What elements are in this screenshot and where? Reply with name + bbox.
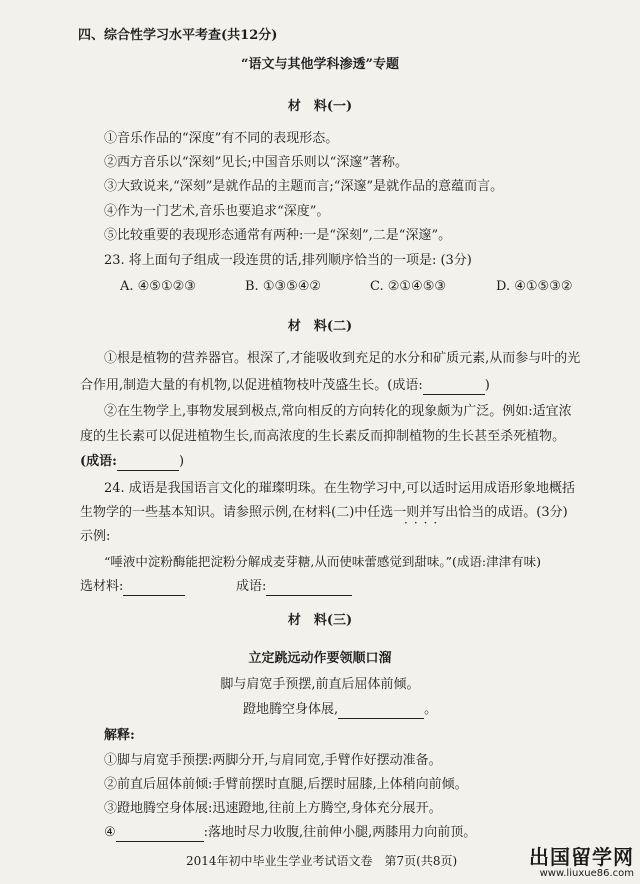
exp4-suffix: :落地时尽力收腹,往前伸小腿,两膝用力向前顶。	[203, 825, 477, 840]
chant-line1: 脚与肩宽手预摆,前直后屈体前倾。	[220, 677, 420, 692]
material2-p2-line2: 度的生长素可以促进植物生长,而高浓度的生长素反而抑制植物的生长甚至杀死植物。	[80, 429, 566, 444]
idiom-row	[236, 578, 352, 596]
idiom-blank-1[interactable]	[423, 380, 485, 395]
material1-heading: 材 料(一)	[287, 99, 353, 114]
chant-line2-text: 蹬地腾空身体展,	[243, 702, 339, 717]
q23-text: 23. 将上面句子组成一段连贯的话,排列顺序恰当的一项是: (3分)	[104, 253, 472, 268]
explanation-item-4	[104, 824, 476, 842]
q23-option-d[interactable]: D. ④①⑤③②	[496, 279, 573, 294]
chant-blank[interactable]	[338, 704, 424, 719]
material2-p2-line1: ②在生物学上,事物发展到极点,常向相反的方向转化的现象颇为广泛。例如:适宜浓	[104, 404, 572, 419]
material1-sentence: ④作为一门艺术,音乐也要追求“深度”。	[104, 204, 330, 219]
material2-heading: 材 料(二)	[287, 319, 353, 334]
explain-label: 解释:	[104, 728, 135, 743]
select-material-label: 选材料:	[80, 579, 124, 594]
close-paren: )	[178, 454, 185, 469]
q23-option-b[interactable]: B. ①③⑤④②	[245, 279, 322, 294]
close-paren: )	[484, 378, 490, 393]
material1-sentence: ③大致说来,“深刻”是就作品的主题而言;“深邃”是就作品的意蕴而言。	[104, 179, 504, 194]
example-label: 示例:	[80, 529, 111, 544]
material3-heading: 材 料(三)	[287, 613, 353, 628]
example-text: “唾液中淀粉酶能把淀粉分解成麦芽糖,从而使味蕾感觉到甜味。”(成语:津津有味)	[104, 554, 541, 569]
q23-option-c[interactable]: C. ②①④⑤③	[370, 279, 447, 294]
idiom-answer-blank[interactable]	[266, 581, 352, 596]
q24-line2: 生物学的一些基本知识。请参照示例,在材料(二)中任选一则并写出恰当的成语。(3分)	[80, 505, 568, 520]
q23-option-a[interactable]: A. ④⑤①②③	[120, 279, 196, 294]
material2-p1-line1: ①根是植物的营养器官。根深了,才能吸收到充足的水分和矿质元素,从而参与叶的光	[104, 351, 581, 366]
section-title: 四、综合性学习水平考查(共12分)	[78, 28, 278, 43]
material2-p2-line3	[80, 453, 184, 471]
emphasis-dots: ····	[404, 516, 444, 530]
explanation-item: ①脚与肩宽手预摆:两脚分开,与肩同宽,手臂作好摆动准备。	[104, 753, 442, 768]
material2-p1-text: 合作用,制造大量的有机物,以促进植物枝叶茂盛生长。(成语:	[80, 378, 423, 393]
page-footer: 2014年初中毕业生学业考试语文卷 第7页(共8页)	[186, 854, 458, 868]
exp4-prefix: ④	[104, 825, 116, 840]
q24-line1: 24. 成语是我国语言文化的璀璨明珠。在生物学习中,可以适时运用成语形象地概括	[104, 481, 575, 496]
watermark-logo	[529, 846, 634, 880]
topic-title: “语文与其他学科渗透”专题	[241, 57, 399, 72]
explanation-item: ②前直后屈体前倾:手臂前摆时直腿,后摆时屈膝,上体稍向前倾。	[104, 777, 468, 792]
select-material-row	[80, 578, 185, 596]
material2-p1-line2	[80, 377, 490, 395]
idiom-label: 成语:	[236, 579, 267, 594]
idiom-blank-2[interactable]	[117, 456, 179, 471]
material1-sentence: ②西方音乐以“深刻”见长;中国音乐则以“深邃”著称。	[104, 155, 408, 170]
chant-line2-end: 。	[424, 702, 438, 717]
explanation-blank[interactable]	[116, 827, 204, 842]
material3-title: 立定跳远动作要领顺口溜	[248, 651, 392, 666]
select-material-blank[interactable]	[123, 581, 185, 596]
explanation-item: ③蹬地腾空身体展:迅速蹬地,往前上方腾空,身体充分展开。	[104, 801, 442, 816]
material2-p2-text: (成语:	[80, 454, 117, 469]
chant-line2	[243, 701, 437, 719]
material1-sentence: ⑤比较重要的表现形态通常有两种:一是“深刻”,二是“深邃”。	[104, 228, 452, 243]
material1-sentence: ①音乐作品的“深度”有不同的表现形态。	[104, 131, 339, 146]
watermark-url: www.liuxue86.com	[539, 868, 634, 879]
watermark-cn: 出国留学网	[529, 845, 634, 869]
